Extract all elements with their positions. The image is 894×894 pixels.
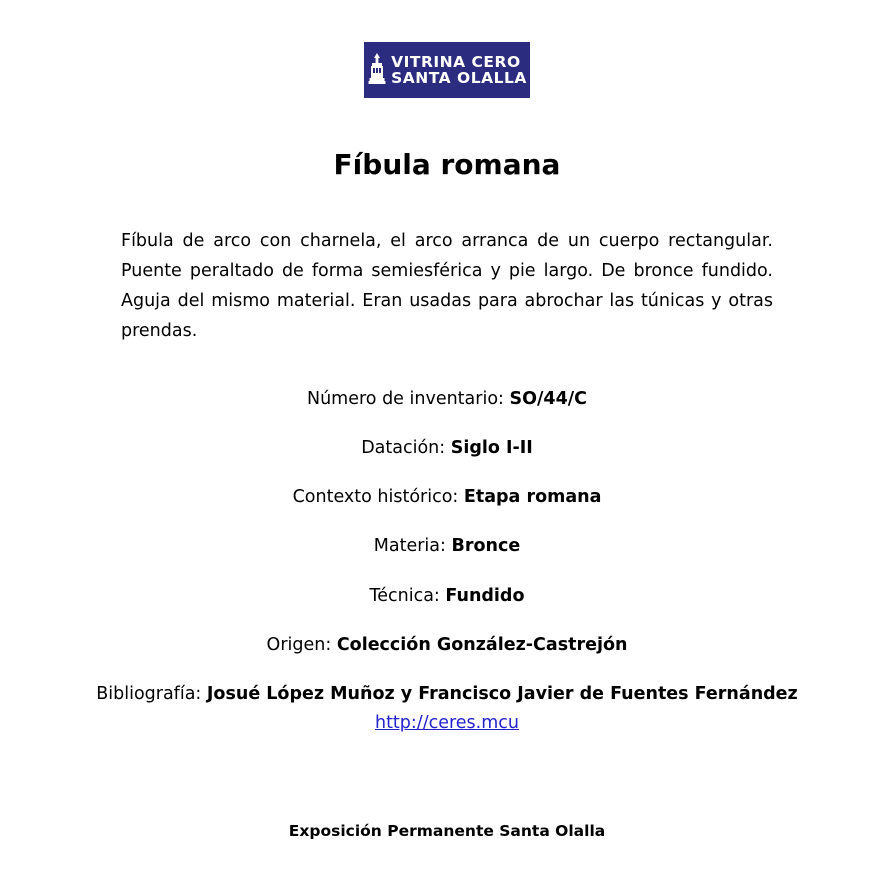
vitrina-cero-logo	[364, 42, 530, 98]
logo-wordmark	[391, 54, 527, 87]
metadata-list	[57, 386, 837, 737]
metadata-value: SO/44/C	[509, 388, 587, 409]
metadata-value: Bronce	[451, 536, 521, 557]
metadata-label: Origen:	[266, 634, 332, 655]
metadata-value: Siglo I-II	[450, 437, 533, 458]
metadata-row-material	[374, 533, 520, 559]
ceres-link[interactable]: http://ceres.mcu	[374, 713, 520, 734]
metadata-value: Fundido	[445, 585, 525, 606]
metadata-row-context	[293, 484, 602, 510]
metadata-label: Materia:	[373, 536, 446, 557]
metadata-label: Técnica:	[369, 585, 440, 606]
metadata-label: Bibliografía:	[96, 684, 202, 705]
logo-line-1: VITRINA CERO	[391, 52, 521, 71]
page-title: Fíbula romana	[333, 148, 561, 181]
metadata-value: Etapa romana	[463, 487, 602, 508]
footer-text: Exposición Permanente Santa Olalla	[288, 822, 606, 840]
metadata-row-inventory	[307, 386, 587, 412]
metadata-row-bibliography	[96, 681, 798, 737]
object-description: Fíbula de arco con charnela, el arco arranca de un cuerpo rectangular. Puente peraltado de forma semiesférica y pie largo. De bronce fundido. Aguja del mismo material. Eran usadas para abrochar las túnicas y otras prendas.	[121, 230, 773, 342]
metadata-label: Datación:	[361, 437, 446, 458]
logo-content	[367, 52, 527, 88]
metadata-label: Contexto histórico:	[292, 487, 459, 508]
metadata-row-origin	[267, 632, 628, 658]
monument-tower-icon	[367, 52, 387, 88]
metadata-value: Colección González-Castrejón	[336, 634, 628, 655]
metadata-row-technique	[370, 583, 525, 609]
metadata-value: Josué López Muñoz y Francisco Javier de Fuentes Fernández	[206, 684, 798, 705]
logo-line-2: SANTA OLALLA	[391, 69, 527, 87]
metadata-label: Número de inventario:	[307, 388, 504, 409]
metadata-row-dating	[361, 435, 533, 461]
bibliography-link-row	[96, 710, 798, 736]
